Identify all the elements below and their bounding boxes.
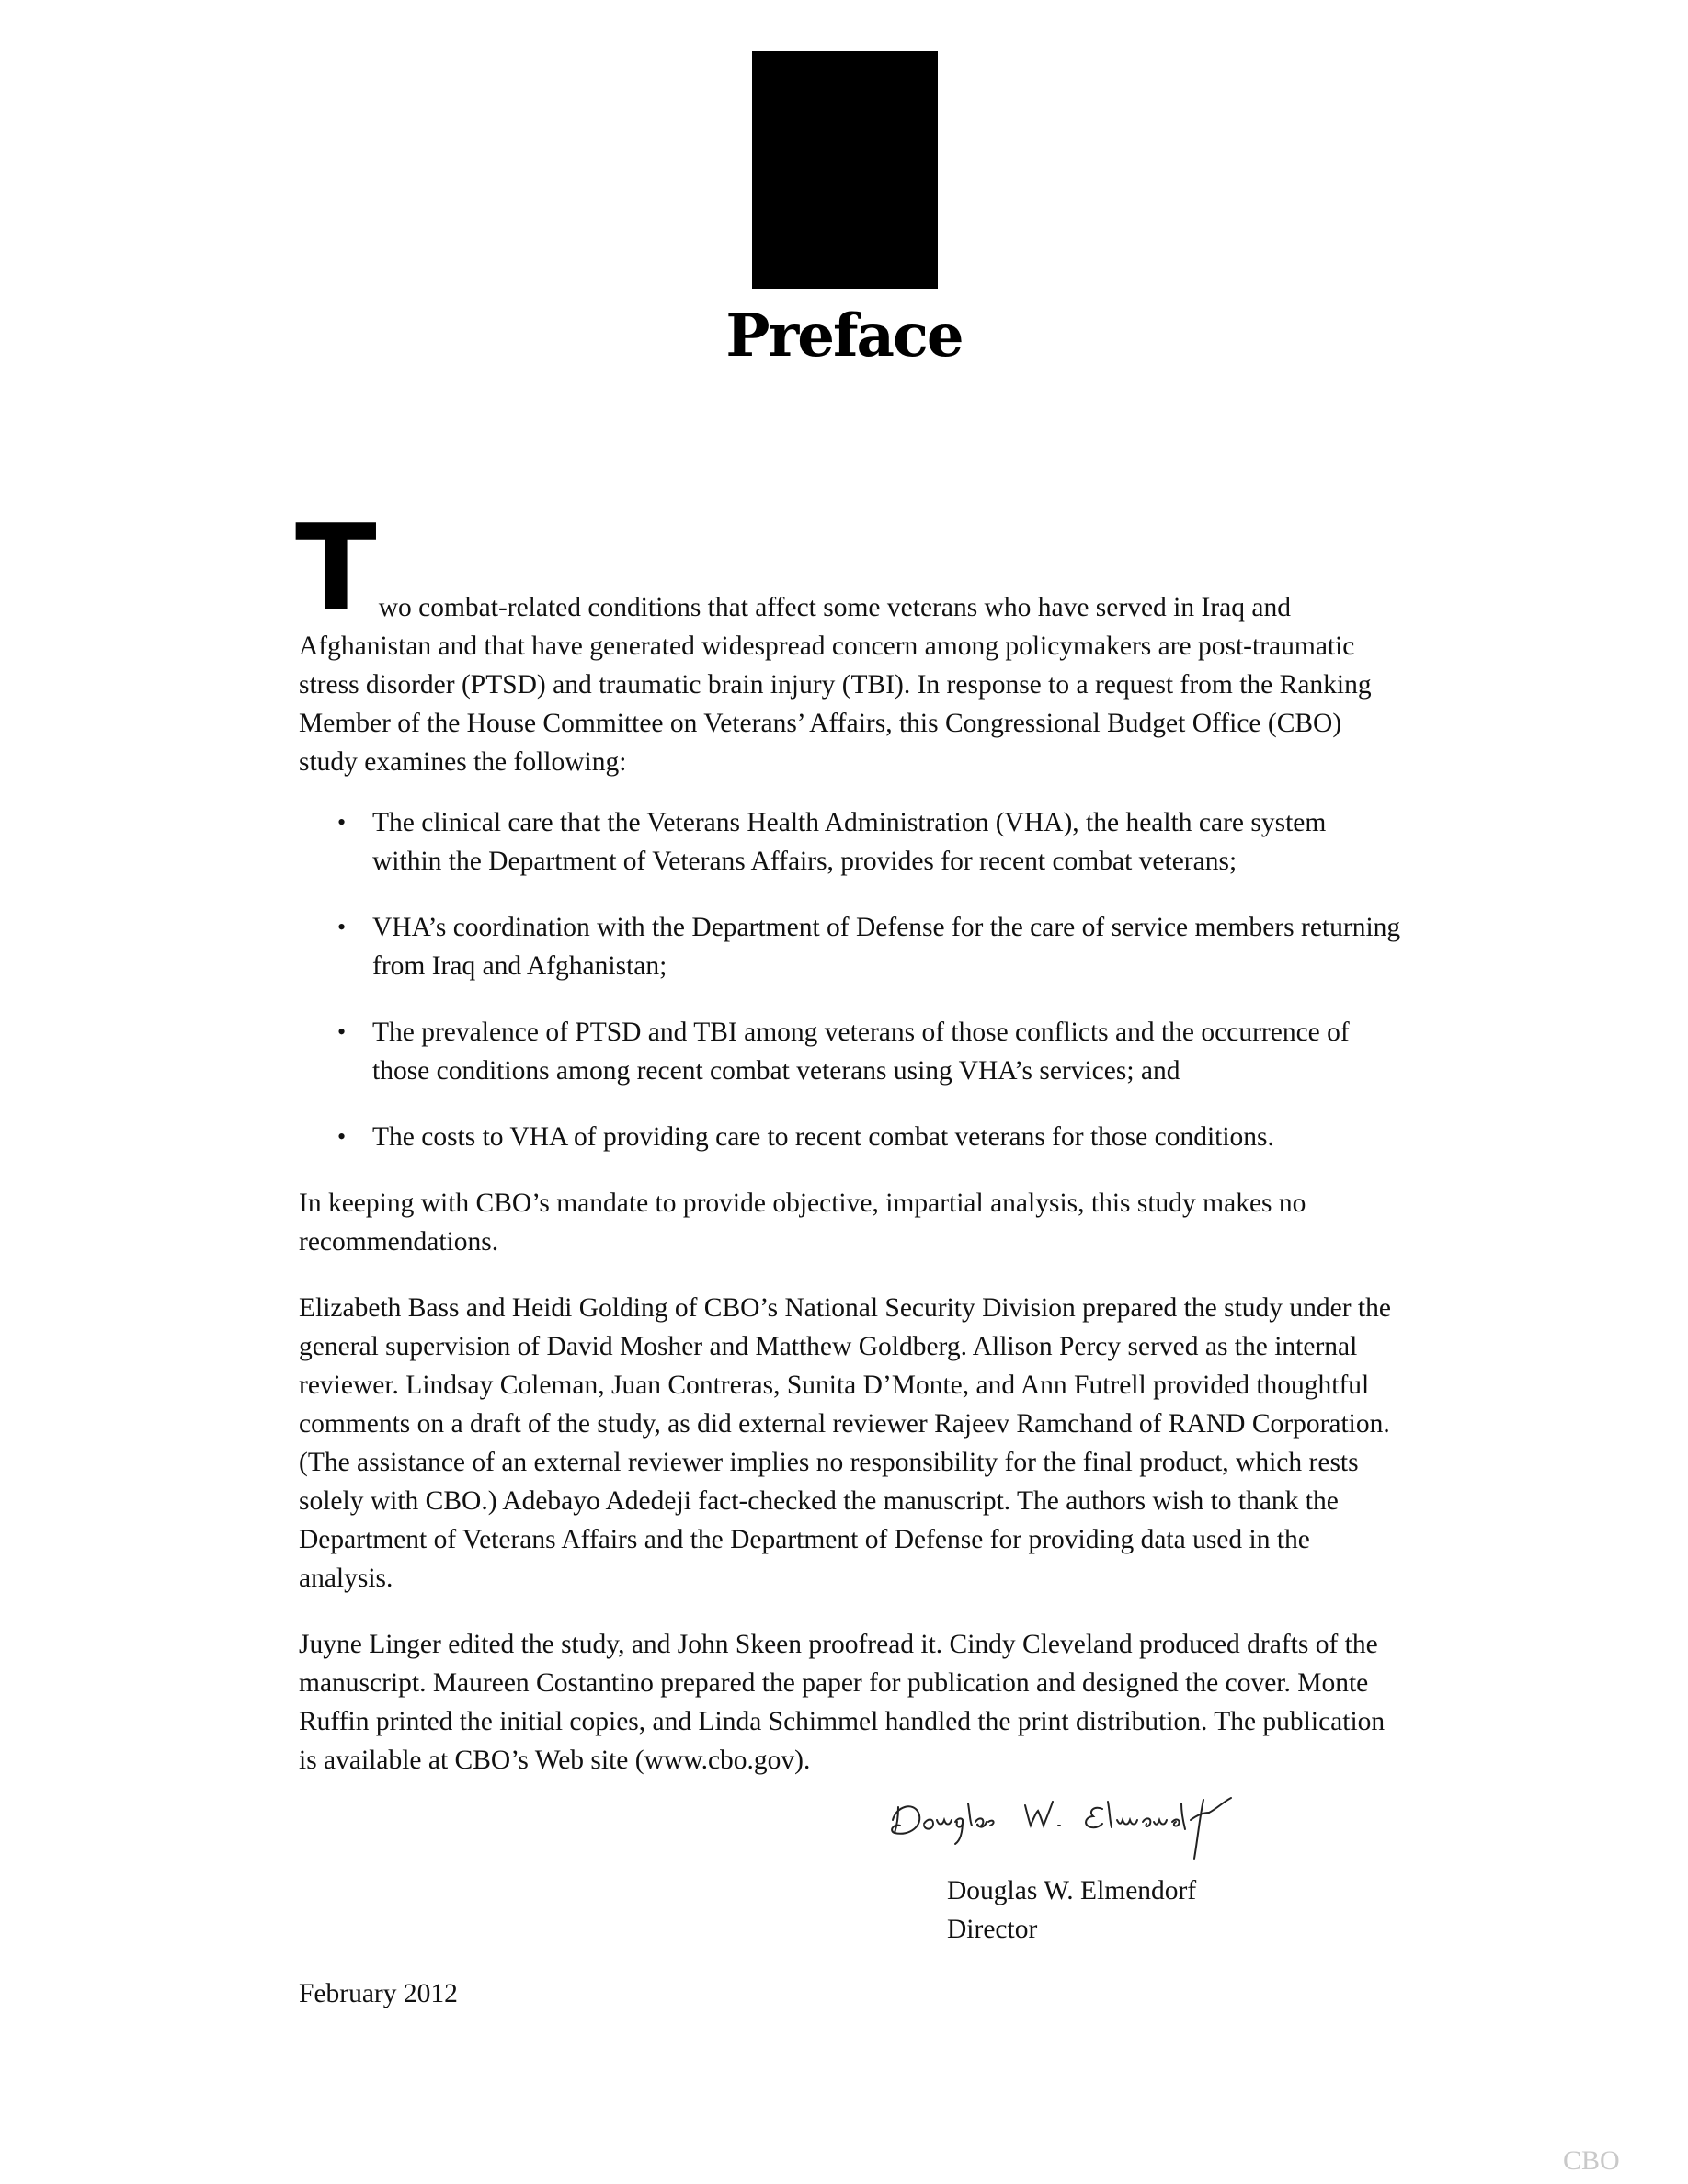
list-item: • The clinical care that the Veterans Health Administration (VHA), the health care system within the Department of Veterans Affairs, provides for recent combat veterans; (299, 803, 1402, 881)
lead-paragraph (295, 498, 1402, 781)
page-title: Preface (725, 301, 963, 370)
signatory-name: Douglas W. Elmendorf (947, 1876, 1197, 1905)
signature-drawing (887, 1792, 1255, 1866)
bullet-icon: • (337, 809, 347, 836)
signature-block (947, 1871, 1196, 1949)
signatory-role: Director (947, 1915, 1038, 1944)
list-item: • VHA’s coordination with the Department of Defense for the care of service members returning from Iraq and Afghanistan; (299, 908, 1402, 985)
bullet-icon: • (337, 914, 347, 940)
drop-cap: T (295, 498, 377, 638)
paragraph-authors: Elizabeth Bass and Heidi Golding of CBO’s National Security Division prepared the study under the general supervision of David Mosher and Matthew Goldberg. Allison Percy served as the internal reviewer. Lindsay Coleman, Juan Contreras, Sunita D’Monte, and Ann Futrell provided thoughtful comments on a draft of the study, as did external reviewer Rajeev Ramchand of RAND Corporation. (The assistance of an external reviewer implies no responsibility for the final product, which rests solely with CBO.) Adebayo Adedeji fact-checked the manuscript. The authors wish to thank the Department of Veterans Affairs and the Department of Defense for providing data used in the analysis. (299, 1293, 1391, 1593)
bullet-list (299, 803, 1402, 1156)
bullet-icon: • (337, 1018, 347, 1045)
paragraph-production: Juyne Linger edited the study, and John Skeen proofread it. Cindy Cleveland produced drafts of the manuscript. Maureen Costantino prepared the paper for publication and designed the cover. Monte Ruffin printed the initial copies, and Linda Schimmel handled the print distribution. The publication is available at CBO’s Web site (www.cbo.gov). (299, 1630, 1386, 1775)
handwritten-signature (887, 1792, 1255, 1866)
list-item: • The prevalence of PTSD and TBI among veterans of those conflicts and the occurrence of those conditions among recent combat veterans using VHA’s services; and (299, 1013, 1402, 1090)
preface-body (295, 498, 1402, 1807)
publication-date: February 2012 (299, 1979, 458, 2008)
list-item: • The costs to VHA of providing care to recent combat veterans for those conditions. (299, 1118, 1402, 1156)
bullet-icon: • (337, 1123, 347, 1150)
paragraph-mandate: In keeping with CBO’s mandate to provide objective, impartial analysis, this study makes no recommendations. (299, 1189, 1306, 1257)
lead-paragraph-text: wo combat-related conditions that affect some veterans who have served in Iraq and Afghanistan and that have generated widespread concern among policymakers are post-traumatic stress disorder (PTSD) and traumatic brain injury (TBI). In response to a request from the Ranking Member of the House Committee on Veterans’ Affairs, this Congressional Budget Office (CBO) study examines the following: (299, 593, 1372, 777)
footer-label: CBO (1563, 2145, 1620, 2176)
header-black-block (752, 51, 938, 289)
